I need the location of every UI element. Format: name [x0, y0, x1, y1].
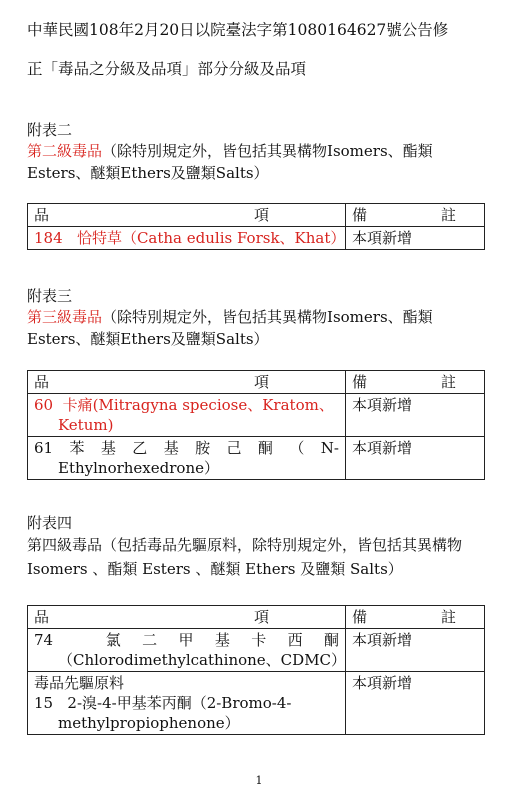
section3-description-line2: Esters、醚類Ethers及鹽類Salts）: [27, 330, 269, 348]
section3-level: 第三級毒品: [27, 308, 103, 326]
note-cell: 本項新增: [346, 394, 485, 437]
header-note-cell: 備 註: [346, 371, 485, 394]
section2-level: 第二級毒品: [27, 142, 103, 160]
item-cell: 74 氯 二 甲 基 卡 西 酮 （Chlorodimethylcathinone、CDMC）: [28, 629, 346, 672]
section3-description: 第三級毒品（除特別規定外，皆包括其異構物Isomers、酯類: [27, 308, 433, 326]
header-item-cell: 品 項: [28, 371, 346, 394]
section2-table: [27, 203, 485, 250]
header-note-cell: 備 註: [346, 204, 485, 227]
section3-title: 附表三: [27, 287, 73, 305]
item-cell: 毒品先驅原料 15 2-溴-4-甲基苯丙酮（2-Bromo-4- methylpropiophenone）: [28, 672, 346, 735]
section4-title: 附表四: [27, 514, 73, 532]
table-row: [28, 227, 485, 250]
note-cell: 本項新增: [346, 437, 485, 480]
header-note-cell: 備 註: [346, 606, 485, 629]
table-header-row: [28, 204, 485, 227]
section2-description-line2: Esters、醚類Ethers及鹽類Salts）: [27, 164, 269, 182]
table-row: [28, 394, 485, 437]
item-cell: 60 卡痛(Mitragyna speciose、Kratom、 Ketum): [28, 394, 346, 437]
section2-title: 附表二: [27, 121, 73, 139]
section3-table: [27, 370, 485, 480]
group-label: 毒品先驅原料: [34, 674, 125, 692]
header-item-cell: 品 項: [28, 204, 346, 227]
table-header-row: [28, 606, 485, 629]
note-cell: 本項新增: [346, 672, 485, 735]
note-cell: 本項新增: [346, 227, 485, 250]
header-line-1: 中華民國108年2月20日以院臺法字第1080164627號公告修: [27, 21, 449, 39]
table-header-row: [28, 371, 485, 394]
section4-table: [27, 605, 485, 735]
table-row: [28, 672, 485, 735]
item-cell: 61 苯 基 乙 基 胺 己 酮 （ N- Ethylnorhexedrone）: [28, 437, 346, 480]
page-number: 1: [255, 774, 263, 787]
section4-description-line2: Isomers 、酯類 Esters 、醚類 Ethers 及鹽類 Salts）: [27, 560, 403, 578]
table-row: [28, 629, 485, 672]
item-cell: 184 恰特草（Catha edulis Forsk、Khat）: [28, 227, 346, 250]
header-line-2: 正「毒品之分級及品項」部分分級及品項: [27, 60, 307, 78]
section4-description: 第四級毒品（包括毒品先驅原料，除特別規定外，皆包括其異構物: [27, 536, 463, 554]
note-cell: 本項新增: [346, 629, 485, 672]
section2-description: 第二級毒品（除特別規定外，皆包括其異構物Isomers、酯類: [27, 142, 433, 160]
header-item-cell: 品 項: [28, 606, 346, 629]
table-row: [28, 437, 485, 480]
